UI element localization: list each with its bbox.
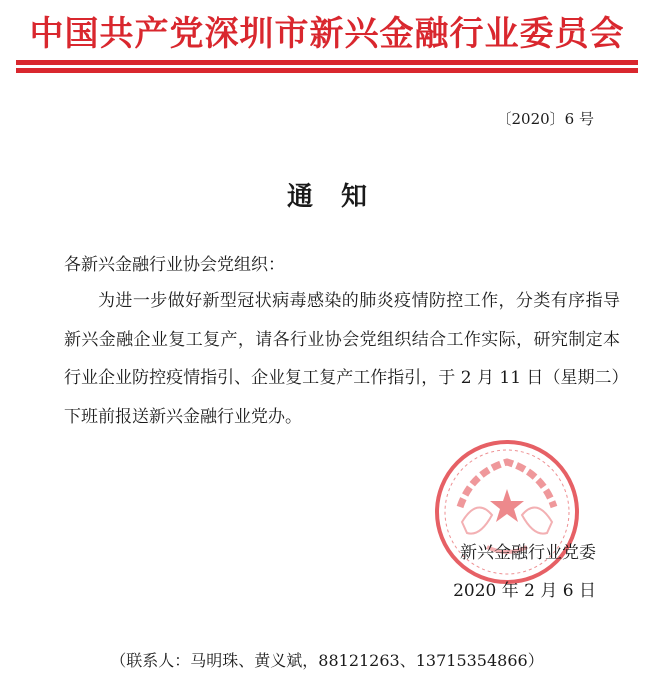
sign-date: 2020 年 2 月 6 日 (453, 581, 596, 601)
official-seal-icon (432, 437, 582, 587)
notice-body: 为进一步做好新型冠状病毒感染的肺炎疫情防控工作，分类有序指导新兴金融企业复工复产，请各行业协会党组织结合工作实际，研究制定本行业企业防控疫情指引、企业复工复产工作指引，于 2 月 11 日（星期二）下班前报送新兴金融行业党办。 (64, 291, 620, 427)
salutation: 各新兴金融行业协会党组织： (64, 255, 285, 275)
contact-info: （联系人：马明珠、黄义斌，88121263、13715354866） (110, 651, 544, 670)
letterhead-red-rule (16, 60, 638, 68)
signer-organization: 新兴金融行业党委 (460, 543, 596, 563)
notice-title: 通知 (286, 182, 395, 212)
document-number: 〔2020〕6 号 (496, 110, 594, 128)
letterhead-title: 中国共产党深圳市新兴金融行业委员会 (29, 14, 625, 54)
